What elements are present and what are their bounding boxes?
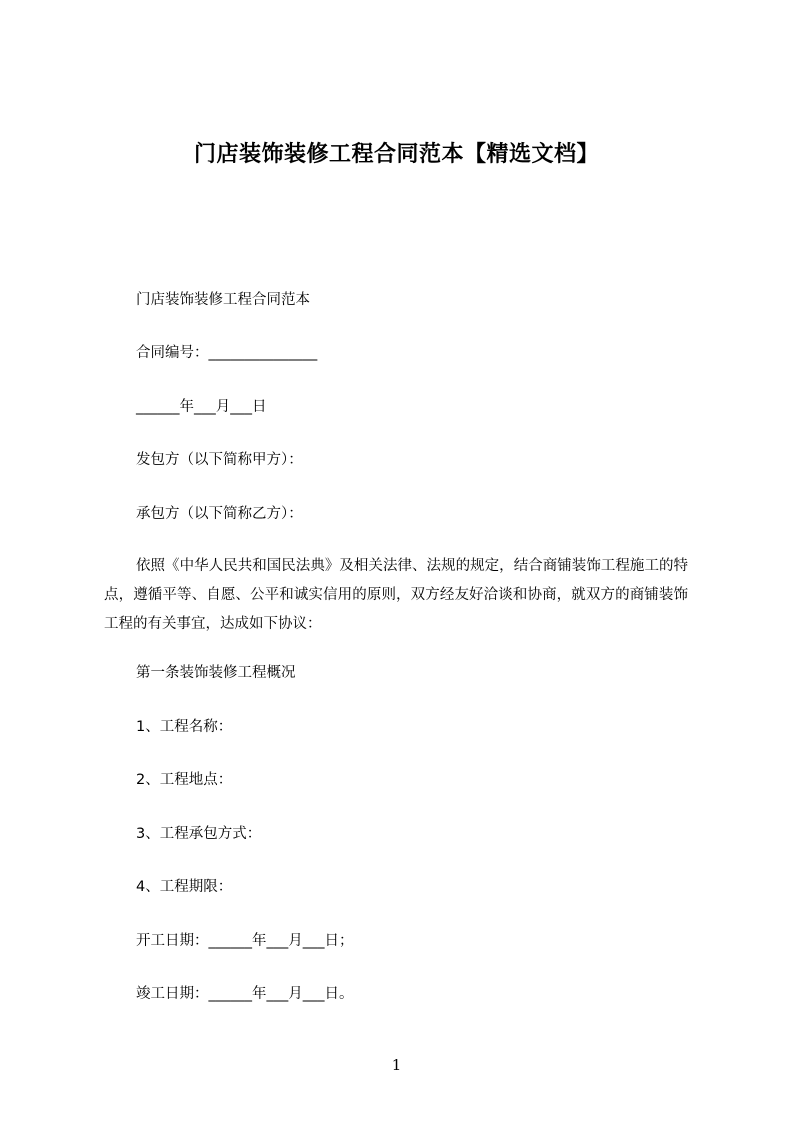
contract-method-line: 3、工程承包方式： [136, 826, 262, 842]
completion-date-line: 竣工日期：______年___月___日。 [136, 986, 354, 1002]
page-number: 1 [391, 1056, 402, 1074]
project-period-line: 4、工程期限： [136, 879, 233, 895]
article-1-heading: 第一条装饰装修工程概况 [136, 665, 296, 681]
party-b-line: 承包方（以下简称乙方）： [136, 506, 303, 522]
contract-heading: 门店装饰装修工程合同范本 [136, 292, 310, 308]
preamble-paragraph: 依照《中华人民共和国民法典》及相关法律、法规的规定，结合商铺装饰工程施工的特点，遵循平等、自愿、公平和诚实信用的原则，双方经友好洽谈和协商，就双方的商铺装饰工程的有关事宜，达成如下协议： [104, 558, 688, 632]
party-a-line: 发包方（以下简称甲方）： [136, 452, 303, 468]
project-name-line: 1、工程名称： [136, 719, 233, 735]
project-location-line: 2、工程地点： [136, 772, 233, 788]
start-date-line: 开工日期：______年___月___日； [136, 933, 354, 949]
document-title: 门店装饰装修工程合同范本【精选文档】 [193, 142, 599, 167]
contract-number-line: 合同编号：_______________ [136, 345, 318, 361]
contract-date-line: ______年___月___日 [136, 399, 267, 415]
